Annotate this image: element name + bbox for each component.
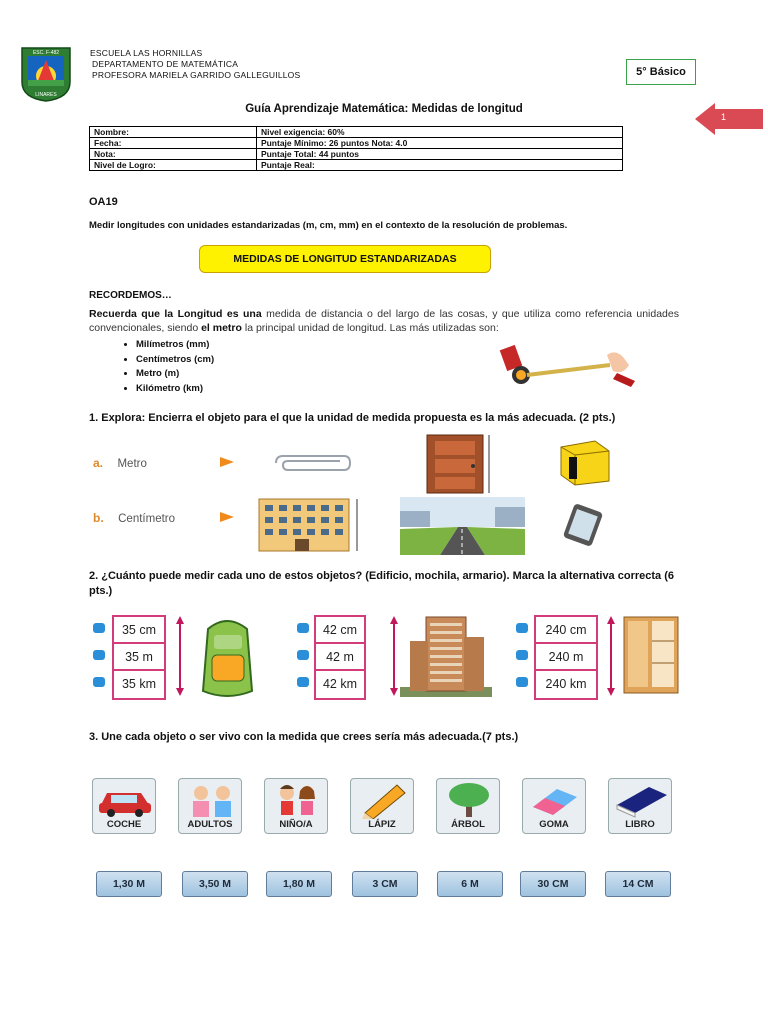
achievement-field[interactable]: Nivel de Logro:	[90, 160, 257, 171]
page-number: 1	[721, 112, 727, 122]
measure-3cm[interactable]: 3 CM	[352, 871, 418, 897]
tree-icon	[437, 779, 501, 819]
height-arrow-icon	[606, 616, 616, 696]
card-adultos[interactable]: ADULTOS	[178, 778, 242, 834]
card-goma[interactable]: GOMA	[522, 778, 586, 834]
school-logo	[20, 46, 72, 102]
option-value: 42 km	[322, 676, 358, 691]
option-value: 35 cm	[114, 617, 164, 644]
measure-14cm[interactable]: 14 CM	[605, 871, 671, 897]
checkbox-240cm[interactable]	[516, 623, 528, 633]
arrow-a-icon	[220, 457, 234, 467]
wardrobe-image[interactable]	[622, 615, 680, 697]
grade-field[interactable]: Nota:	[90, 149, 257, 160]
intro-paragraph: Recuerda que la Longitud es una medida de distancia o del largo de las cosas, y que utiliza como referencia unidades convencionales, siendo el metro la principal unidad de longitud. Las más utilizadas son:	[89, 308, 679, 334]
option-value: 35 km	[121, 676, 157, 691]
door-image[interactable]	[425, 433, 495, 495]
list-item: • Kilómetro (km)	[136, 382, 214, 397]
phone-image[interactable]	[560, 503, 608, 547]
measure-options-group-2	[314, 615, 366, 700]
list-item: • Metro (m)	[136, 367, 214, 382]
card-coche[interactable]: COCHE	[92, 778, 156, 834]
real-score-field[interactable]: Puntaje Real:	[256, 160, 622, 171]
question-1-text: 1. Explora: Encierra el objeto para el que la unidad de medida propuesta es la más adecuada. (2 pts.)	[89, 412, 616, 424]
grade-box: 5° Básico	[626, 59, 696, 85]
name-field[interactable]: Nombre:	[90, 127, 257, 138]
svg-text:ESC. F-482: ESC. F-482	[32, 50, 60, 56]
height-arrow-icon	[389, 616, 399, 696]
school-name: ESCUELA LAS HORNILLAS	[90, 48, 203, 58]
yellow-box-image[interactable]	[555, 437, 615, 487]
checkbox-42km[interactable]	[297, 677, 309, 687]
measure-3-50m[interactable]: 3,50 M	[182, 871, 248, 897]
height-arrow-icon	[175, 616, 185, 696]
road-image[interactable]	[400, 497, 525, 555]
book-icon	[609, 779, 673, 819]
date-field[interactable]: Fecha:	[90, 138, 257, 149]
question-3-text: 3. Une cada objeto o ser vivo con la medida que crees sería más adecuada.(7 pts.)	[89, 731, 519, 743]
option-value: 42 m	[316, 644, 364, 671]
measure-options-group-1	[112, 615, 166, 700]
section-title-banner: MEDIDAS DE LONGITUD ESTANDARIZADAS	[199, 245, 491, 273]
tape-measure-illustration	[495, 325, 640, 395]
question-2-text: 2. ¿Cuánto puede medir cada uno de estos objetos? (Edificio, mochila, armario). Marca la alternativa correcta (6 pts.)	[89, 570, 674, 597]
exigency-level: Nivel exigencia: 60%	[256, 127, 622, 138]
children-icon	[265, 779, 329, 819]
card-arbol[interactable]: ÁRBOL	[436, 778, 500, 834]
oa-code: OA19	[89, 196, 118, 208]
measure-1-80m[interactable]: 1,80 M	[266, 871, 332, 897]
option-value: 240 km	[545, 676, 587, 691]
measure-options-group-3	[534, 615, 598, 700]
option-value: 240 cm	[536, 617, 596, 644]
checkbox-35km[interactable]	[93, 677, 105, 687]
page-title: Guía Aprendizaje Matemática: Medidas de longitud	[245, 103, 523, 115]
units-list	[100, 338, 214, 396]
minimum-score: Puntaje Mínimo: 26 puntos Nota: 4.0	[256, 138, 622, 149]
checkbox-42cm[interactable]	[297, 623, 309, 633]
measure-30cm[interactable]: 30 CM	[520, 871, 586, 897]
option-value: 35 m	[114, 644, 164, 671]
card-libro[interactable]: LIBRO	[608, 778, 672, 834]
checkbox-35cm[interactable]	[93, 623, 105, 633]
tower-building-image[interactable]	[400, 613, 492, 697]
checkbox-240m[interactable]	[516, 650, 528, 660]
measure-6m[interactable]: 6 M	[437, 871, 503, 897]
option-value: 240 m	[536, 644, 596, 671]
list-item: • Milímetros (mm)	[136, 338, 214, 353]
pencil-icon	[351, 779, 415, 819]
building-image[interactable]	[255, 495, 363, 555]
q1-option-a: a. Metro	[93, 456, 147, 470]
arrow-b-icon	[220, 512, 234, 522]
svg-text:LINARES: LINARES	[35, 92, 57, 98]
card-lapiz[interactable]: LÁPIZ	[350, 778, 414, 834]
objective-text: Medir longitudes con unidades estandarizadas (m, cm, mm) en el contexto de la resolución de problemas.	[89, 220, 568, 231]
recordemos-heading: RECORDEMOS…	[89, 290, 172, 301]
adults-icon	[179, 779, 243, 819]
eraser-icon	[523, 779, 587, 819]
department-name: DEPARTAMENTO DE MATEMÁTICA	[92, 59, 239, 69]
paperclip-image[interactable]	[270, 453, 352, 473]
checkbox-35m[interactable]	[93, 650, 105, 660]
info-table	[89, 126, 623, 171]
checkbox-42m[interactable]	[297, 650, 309, 660]
car-icon	[93, 779, 157, 819]
option-value: 42 cm	[316, 617, 364, 644]
q1-option-b: b. Centímetro	[93, 511, 176, 525]
total-score: Puntaje Total: 44 puntos	[256, 149, 622, 160]
backpack-image[interactable]	[190, 615, 265, 700]
card-nino[interactable]: NIÑO/A	[264, 778, 328, 834]
list-item: • Centímetros (cm)	[136, 353, 214, 368]
checkbox-240km[interactable]	[516, 677, 528, 687]
teacher-name: PROFESORA MARIELA GARRIDO GALLEGUILLOS	[92, 70, 301, 80]
measure-1-30m[interactable]: 1,30 M	[96, 871, 162, 897]
